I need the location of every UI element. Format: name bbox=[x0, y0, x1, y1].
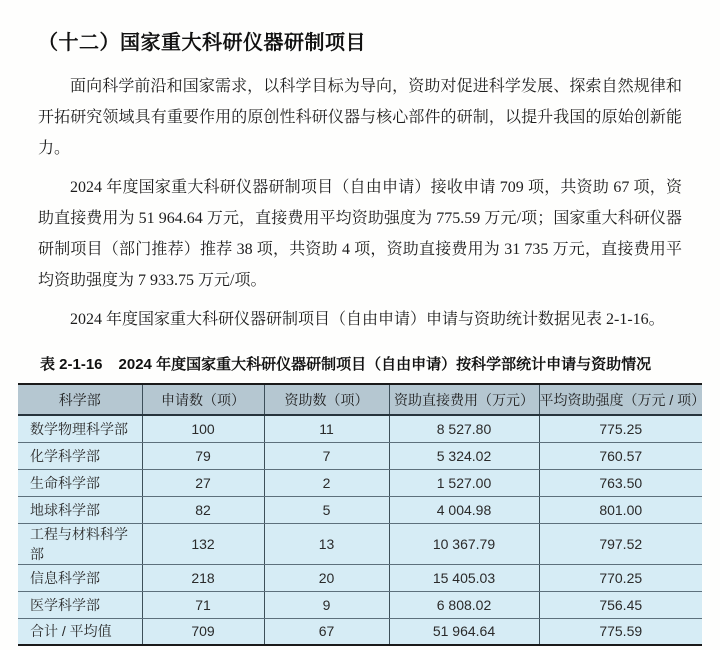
cell-avg-intensity: 775.59 bbox=[539, 618, 702, 645]
cell-avg-intensity: 763.50 bbox=[539, 469, 702, 496]
table-row bbox=[18, 591, 702, 618]
cell-funded: 11 bbox=[264, 415, 389, 442]
paragraph-statistics: 2024 年度国家重大科研仪器研制项目（自由申请）接收申请 709 项，共资助 67 项，资助直接费用为 51 964.64 万元，直接费用平均资助强度为 775.59 万元/项；国家重大科研仪器研制项目（部门推荐）推荐 38 项，共资助 4 项，资助直接费用为 31 735 万元，直接费用平均资助强度为 7 933.75 万元/项。 bbox=[38, 179, 682, 289]
cell-direct-cost: 51 964.64 bbox=[389, 618, 539, 645]
cell-department: 化学科学部 bbox=[18, 442, 142, 469]
cell-direct-cost: 4 004.98 bbox=[389, 496, 539, 523]
cell-funded: 13 bbox=[264, 523, 389, 564]
cell-direct-cost: 8 527.80 bbox=[389, 415, 539, 442]
table-caption-label: 表 2-1-16 bbox=[40, 356, 103, 373]
cell-funded: 20 bbox=[264, 564, 389, 591]
cell-funded: 5 bbox=[264, 496, 389, 523]
cell-direct-cost: 5 324.02 bbox=[389, 442, 539, 469]
cell-funded: 7 bbox=[264, 442, 389, 469]
cell-applications: 100 bbox=[142, 415, 264, 442]
cell-applications: 27 bbox=[142, 469, 264, 496]
cell-applications: 709 bbox=[142, 618, 264, 645]
cell-applications: 82 bbox=[142, 496, 264, 523]
cell-avg-intensity: 770.25 bbox=[539, 564, 702, 591]
cell-avg-intensity: 760.57 bbox=[539, 442, 702, 469]
column-header-avg-intensity: 平均资助强度（万元 / 项） bbox=[539, 384, 702, 415]
cell-department: 生命科学部 bbox=[18, 469, 142, 496]
cell-avg-intensity: 797.52 bbox=[539, 523, 702, 564]
cell-avg-intensity: 775.25 bbox=[539, 415, 702, 442]
table-header-row bbox=[18, 384, 702, 415]
cell-funded: 9 bbox=[264, 591, 389, 618]
cell-avg-intensity: 756.45 bbox=[539, 591, 702, 618]
cell-department: 数学物理科学部 bbox=[18, 415, 142, 442]
cell-department: 工程与材料科学部 bbox=[18, 523, 142, 564]
table-row bbox=[18, 415, 702, 442]
cell-direct-cost: 15 405.03 bbox=[389, 564, 539, 591]
paragraph-table-reference: 2024 年度国家重大科研仪器研制项目（自由申请）申请与资助统计数据见表 2-1-16。 bbox=[70, 311, 665, 328]
column-header-direct-cost: 资助直接费用（万元） bbox=[389, 384, 539, 415]
cell-funded: 67 bbox=[264, 618, 389, 645]
column-header-department: 科学部 bbox=[18, 384, 142, 415]
cell-applications: 218 bbox=[142, 564, 264, 591]
cell-avg-intensity: 801.00 bbox=[539, 496, 702, 523]
cell-direct-cost: 6 808.02 bbox=[389, 591, 539, 618]
table-row bbox=[18, 442, 702, 469]
stats-table bbox=[18, 383, 706, 646]
cell-applications: 71 bbox=[142, 591, 264, 618]
table-container bbox=[18, 383, 706, 646]
column-header-applications: 申请数（项） bbox=[142, 384, 264, 415]
table-row bbox=[18, 469, 702, 496]
table-row-total bbox=[18, 618, 702, 645]
table-row bbox=[18, 496, 702, 523]
cell-direct-cost: 10 367.79 bbox=[389, 523, 539, 564]
column-header-funded: 资助数（项） bbox=[264, 384, 389, 415]
cell-department: 合计 / 平均值 bbox=[18, 618, 142, 645]
cell-funded: 2 bbox=[264, 469, 389, 496]
table-row bbox=[18, 564, 702, 591]
table-row bbox=[18, 523, 702, 564]
cell-applications: 79 bbox=[142, 442, 264, 469]
paragraph-overview: 面向科学前沿和国家需求，以科学目标为导向，资助对促进科学发展、探索自然规律和开拓研究领域具有重要作用的原创性科研仪器与核心部件的研制，以提升我国的原始创新能力。 bbox=[38, 78, 682, 157]
cell-applications: 132 bbox=[142, 523, 264, 564]
section-title: （十二）国家重大科研仪器研制项目 bbox=[38, 32, 366, 54]
cell-department: 地球科学部 bbox=[18, 496, 142, 523]
table-caption bbox=[40, 353, 682, 374]
cell-department: 信息科学部 bbox=[18, 564, 142, 591]
table-caption-text: 2024 年度国家重大科研仪器研制项目（自由申请）按科学部统计申请与资助情况 bbox=[118, 356, 652, 373]
cell-direct-cost: 1 527.00 bbox=[389, 469, 539, 496]
cell-department: 医学科学部 bbox=[18, 591, 142, 618]
